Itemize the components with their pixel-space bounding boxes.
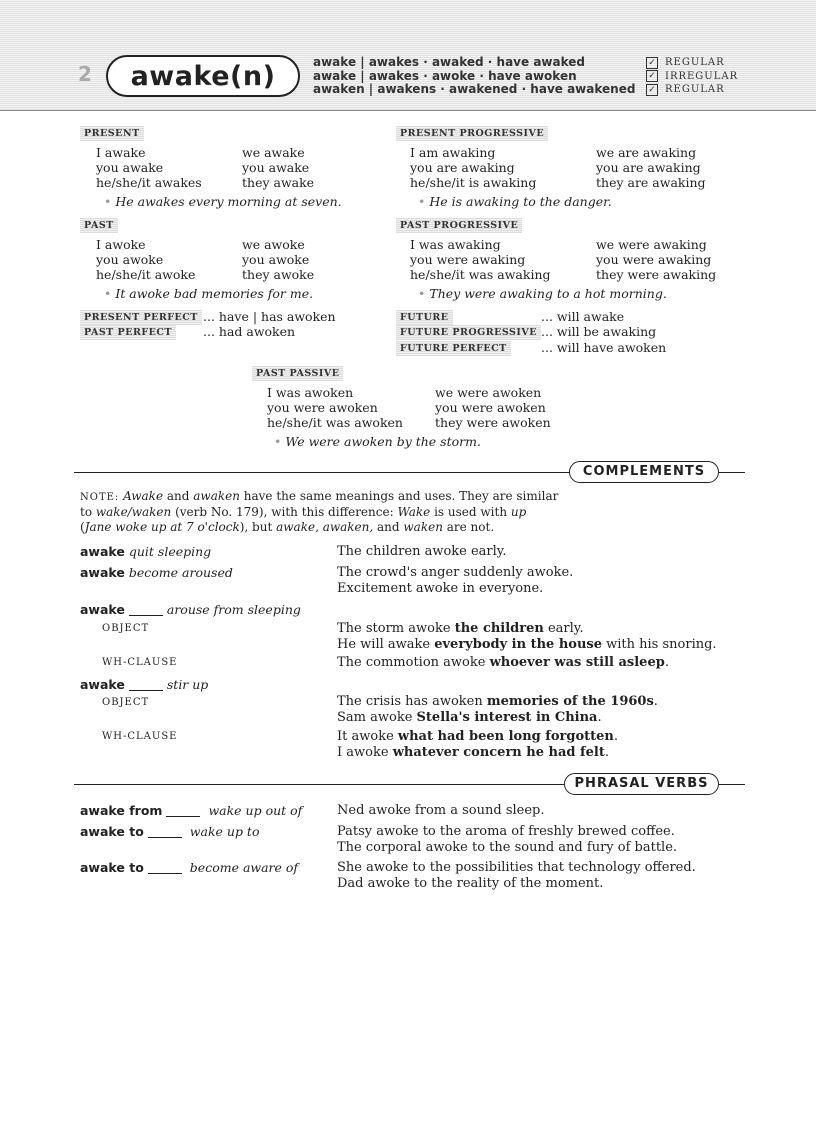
note-text: ( <box>80 520 85 534</box>
note-text: awake, awaken, <box>276 520 374 534</box>
verb-number: 2 <box>78 62 92 86</box>
section-title-complements: COMPLEMENTS <box>569 461 719 483</box>
note-text: up <box>510 505 527 519</box>
note-text: is used with <box>430 505 511 519</box>
phrasal-headword <box>80 860 298 875</box>
perfect-form: ... have | has awoken <box>203 309 336 324</box>
conj-form: we awake <box>242 145 305 160</box>
conj-form: you were awoken <box>267 400 378 415</box>
note-text: waken <box>403 520 443 534</box>
headword: awake <box>80 565 125 580</box>
conj-form: he/she/it awakes <box>96 175 202 190</box>
example-sentence <box>337 745 609 760</box>
conj-form: he/she/it was awoken <box>267 415 403 430</box>
text: . <box>653 694 658 709</box>
conj-form: I awake <box>96 145 146 160</box>
section-title-phrasal-verbs: PHRASAL VERBS <box>564 773 719 795</box>
tense-label-future-perfect: FUTURE PERFECT <box>396 341 511 356</box>
example-sentence: The corporal awoke to the sound and fury of battle. <box>337 840 678 855</box>
conjugation-plural <box>242 145 314 190</box>
example-sentence <box>337 655 669 670</box>
conjugation-plural <box>242 237 314 282</box>
section-rule <box>74 784 564 785</box>
conj-form: you were awoken <box>435 400 546 415</box>
section-rule <box>719 472 745 473</box>
example-text: It awoke bad memories for me. <box>115 286 314 301</box>
tense-label-future-progressive: FUTURE PROGRESSIVE <box>396 325 541 340</box>
example-sentence: • He awakes every morning at seven. <box>104 194 342 209</box>
conj-form: you awake <box>242 160 310 175</box>
example-sentence: • We were awoken by the storm. <box>274 434 481 449</box>
text: I awoke <box>337 745 393 760</box>
future-form: ... will have awoken <box>541 340 667 355</box>
note-text: Awake <box>123 489 164 503</box>
tense-label-present-perfect: PRESENT PERFECT <box>80 310 202 325</box>
example-sentence <box>337 621 584 636</box>
conj-form: you were awaking <box>596 252 712 267</box>
checkbox-icon: ✓ <box>646 84 658 96</box>
complement-type-label: OBJECT <box>102 697 150 708</box>
conj-form: I am awaking <box>410 145 496 160</box>
example-sentence: Patsy awoke to the aroma of freshly brewed coffee. <box>337 824 675 839</box>
example-sentence: Ned awoke from a sound sleep. <box>337 803 545 818</box>
example-sentence: • It awoke bad memories for me. <box>104 286 314 301</box>
text: early. <box>543 621 584 636</box>
entry-headword <box>80 677 208 692</box>
conj-form: they awake <box>242 175 315 190</box>
tense-label-present-progressive: PRESENT PROGRESSIVE <box>396 126 548 141</box>
conj-form: we awoke <box>242 237 305 252</box>
usage-note <box>80 489 560 535</box>
conjugation-plural <box>596 237 716 282</box>
conj-form: they awoke <box>242 267 315 282</box>
form-line: awake | awakes · awaked · have awaked <box>313 55 585 69</box>
text: . <box>664 655 669 670</box>
tense-label-future: FUTURE <box>396 310 453 325</box>
conj-form: you are awaking <box>410 160 515 175</box>
tense-label-present: PRESENT <box>80 126 144 141</box>
tense-label-past-passive: PAST PASSIVE <box>252 366 343 381</box>
conj-form: we are awaking <box>596 145 697 160</box>
note-text: wake/waken <box>95 505 172 519</box>
text: what had been long forgotten <box>397 729 614 744</box>
headword: awake <box>80 677 125 692</box>
gloss: wake up to <box>189 824 260 839</box>
verb-title: awake(n) <box>106 55 300 97</box>
conj-form: you awoke <box>242 252 310 267</box>
example-text: He is awaking to the danger. <box>429 194 612 209</box>
conj-form: he/she/it was awaking <box>410 267 551 282</box>
example-sentence <box>337 694 658 709</box>
example-sentence: The crowd's anger suddenly awoke. <box>337 565 574 580</box>
conj-form: they are awaking <box>596 175 706 190</box>
note-text: and <box>373 520 404 534</box>
blank-line <box>129 690 163 691</box>
text: everybody in the house <box>434 637 602 652</box>
note-text: ), but <box>239 520 277 534</box>
phrasal-headword <box>80 803 302 818</box>
verb-type: REGULAR <box>665 57 725 68</box>
example-sentence: Excitement awoke in everyone. <box>337 581 544 596</box>
conj-form: we were awoken <box>435 385 542 400</box>
example-sentence <box>337 729 618 744</box>
future-form: ... will awake <box>541 309 625 324</box>
complement-type-label: OBJECT <box>102 623 150 634</box>
example-sentence: • They were awaking to a hot morning. <box>418 286 667 301</box>
conj-form: he/she/it awoke <box>96 267 196 282</box>
conj-form: I was awaking <box>410 237 501 252</box>
headword: awake to <box>80 824 144 839</box>
headword: awake to <box>80 860 144 875</box>
gloss: quit sleeping <box>128 544 212 559</box>
example-sentence: The children awoke early. <box>337 544 507 559</box>
checkbox-icon: ✓ <box>646 57 658 69</box>
note-text: awaken <box>193 489 240 503</box>
verb-type: REGULAR <box>665 84 725 95</box>
text: It awoke <box>337 729 398 744</box>
note-text: and <box>163 489 194 503</box>
verb-type-list <box>646 56 738 97</box>
conjugation-plural <box>435 385 551 430</box>
gloss: stir up <box>166 677 209 692</box>
perfect-form: ... had awoken <box>203 324 296 339</box>
future-form: ... will be awaking <box>541 324 657 339</box>
conj-form: you were awaking <box>410 252 526 267</box>
headword: awake <box>80 544 125 559</box>
tense-label-past-progressive: PAST PROGRESSIVE <box>396 218 522 233</box>
note-label: NOTE: <box>80 492 120 503</box>
conj-form: he/she/it is awaking <box>410 175 537 190</box>
section-rule <box>719 784 745 785</box>
example-sentence: Dad awoke to the reality of the moment. <box>337 876 604 891</box>
form-line: awaken | awakens · awakened · have awakened <box>313 82 636 96</box>
entry-headword <box>80 602 301 617</box>
conjugation-singular <box>410 237 551 282</box>
gloss: become aroused <box>128 565 233 580</box>
conj-form: I awoke <box>96 237 146 252</box>
text: The storm awoke <box>337 621 455 636</box>
section-rule <box>74 472 570 473</box>
gloss: arouse from sleeping <box>166 602 301 617</box>
text: He will awake <box>337 637 435 652</box>
complement-type-label: WH-CLAUSE <box>102 657 178 668</box>
gloss: become aware of <box>189 860 299 875</box>
conjugation-plural <box>596 145 706 190</box>
conjugation-singular <box>96 145 202 190</box>
text: The commotion awoke <box>337 655 490 670</box>
text: . <box>597 710 602 725</box>
conj-form: they were awaking <box>596 267 717 282</box>
form-line: awake | awakes · awoke · have awoken <box>313 68 577 83</box>
phrasal-headword <box>80 824 259 839</box>
verb-type: IRREGULAR <box>665 70 739 82</box>
example-text: They were awaking to a hot morning. <box>429 286 667 301</box>
conj-form: we were awaking <box>596 237 707 252</box>
conj-form: you awake <box>96 160 164 175</box>
text: Sam awoke <box>337 710 417 725</box>
entry-headword <box>80 565 233 580</box>
example-sentence: • He is awaking to the danger. <box>418 194 612 209</box>
conjugation-singular <box>267 385 403 430</box>
blank-line <box>166 816 200 817</box>
note-text: are not. <box>442 520 495 534</box>
conjugation-singular <box>410 145 536 190</box>
note-text: (verb No. 179), with this difference: <box>171 505 398 519</box>
text: whatever concern he had felt <box>392 745 605 760</box>
text: . <box>613 729 619 744</box>
example-sentence <box>337 710 602 725</box>
example-text: We were awoken by the storm. <box>285 434 481 449</box>
note-text: Jane woke up at 7 o'clock <box>84 520 240 534</box>
conj-form: you awoke <box>96 252 164 267</box>
note-text: have the same meanings and uses. They are similar to <box>80 489 559 519</box>
tense-label-past: PAST <box>80 218 118 233</box>
text: Stella's interest in China <box>416 710 598 725</box>
blank-line <box>148 837 182 838</box>
principal-parts <box>313 56 635 97</box>
text: memories of the 1960s <box>486 694 654 709</box>
tense-label-past-perfect: PAST PERFECT <box>80 325 176 340</box>
conjugation-singular <box>96 237 195 282</box>
text: . <box>604 745 609 760</box>
text: The crisis has awoken <box>337 694 487 709</box>
entry-headword <box>80 544 211 559</box>
complement-type-label: WH-CLAUSE <box>102 731 178 742</box>
conj-form: I was awoken <box>267 385 354 400</box>
example-sentence <box>337 637 717 652</box>
example-sentence: She awoke to the possibilities that technology offered. <box>337 860 696 875</box>
note-text: Wake <box>397 505 431 519</box>
conj-form: you are awaking <box>596 160 701 175</box>
gloss: wake up out of <box>208 803 303 818</box>
text: whoever was still asleep <box>489 655 665 670</box>
blank-line <box>129 615 163 616</box>
headword: awake from <box>80 803 163 818</box>
checkbox-icon: ✓ <box>646 70 658 82</box>
conj-form: they were awoken <box>435 415 551 430</box>
headword: awake <box>80 602 125 617</box>
text: with his snoring. <box>602 637 717 652</box>
text: the children <box>454 621 544 636</box>
blank-line <box>148 873 182 874</box>
example-text: He awakes every morning at seven. <box>115 194 342 209</box>
